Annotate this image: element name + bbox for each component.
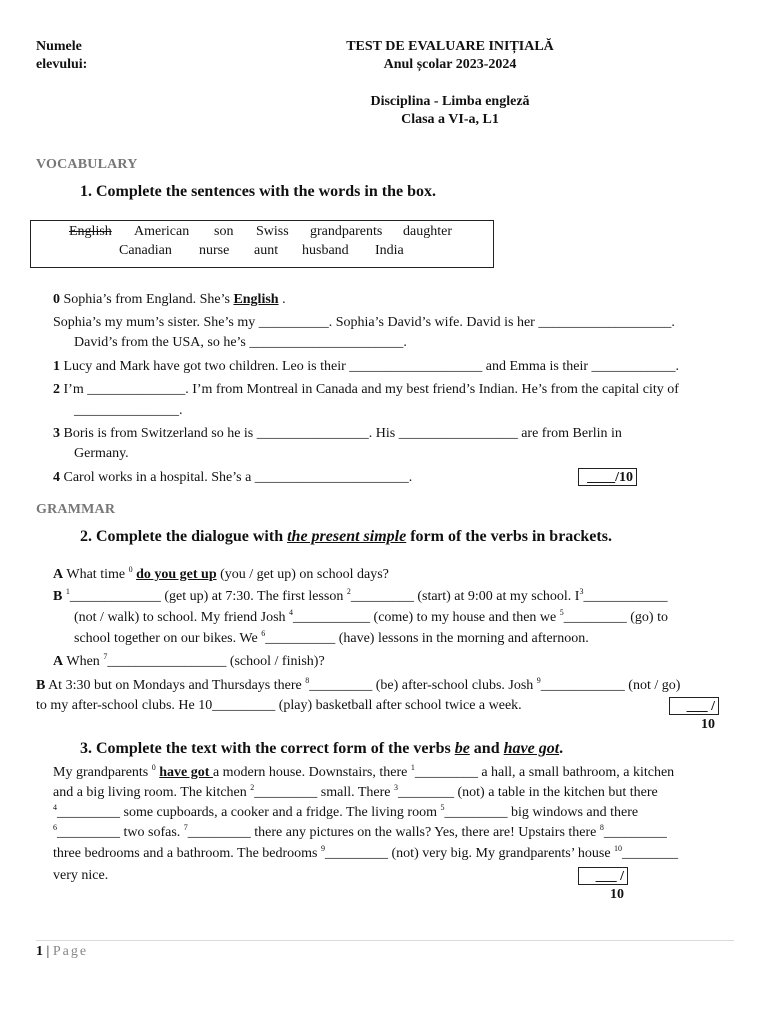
vocab-q1: 1 Lucy and Mark have got two children. Leo is their ___________________ and Emma is their ____________. [53, 359, 680, 374]
page-footer: 1 | Page [36, 944, 89, 959]
dialogue-a0: A What time $^0$ do you get up (you / get up) on school days? [53, 565, 389, 582]
vocab-example: 0 Sophia’s from England. She’s English . [53, 292, 286, 307]
word-husband: husband [302, 243, 349, 258]
vocab-q2-cont: _______________. [74, 403, 183, 418]
dialogue-b1-line2: (not / walk) to school. My friend Josh $^4$___________ (come) to my house and then we $^5$_________ (go) to [74, 608, 668, 625]
word-english-crossed: English [69, 224, 112, 239]
text-line-5: three bedrooms and a bathroom. The bedrooms $^9$_________ (not) very big. My grandparents’ house $^{10}$________ [53, 844, 679, 861]
dialogue-b1-line3: school together on our bikes. We $^6$__________ (have) lessons in the morning and afternoon. [74, 629, 589, 646]
page-label: Page [52, 944, 89, 959]
test-title: TEST DE EVALUARE INIȚIALĂ [346, 39, 554, 54]
subject-block [250, 93, 650, 129]
student-name-label [36, 38, 87, 74]
task-2-instruction: 2. Complete the dialogue with the present simple form of the verbs in brackets. [80, 528, 612, 545]
dialogue-a7: A When $^7$_________________ (school / finish)? [53, 652, 325, 669]
word-canadian: Canadian [119, 243, 172, 258]
section-vocabulary: VOCABULARY [36, 157, 138, 172]
word-daughter: daughter [403, 224, 452, 239]
dialogue-b8: B At 3:30 but on Mondays and Thursdays there $^8$_________ (be) after-school clubs. Josh $^9$____________ (not / go) [36, 676, 681, 693]
footer-divider [36, 940, 734, 941]
subject: Disciplina - Limba engleză [370, 94, 530, 109]
dialogue-b10: to my after-school clubs. He 10_________ (play) basketball after school twice a week. [36, 698, 522, 713]
text-line-4: $^6$_________ two sofas. $^7$_________ there any pictures on the walls? Yes, there are! Upstairs there $^8$_________ [53, 823, 667, 840]
task-1-instruction: 1. Complete the sentences with the words in the box. [80, 183, 436, 200]
word-india: India [375, 243, 404, 258]
word-aunt: aunt [254, 243, 279, 258]
vocab-q3-cont: Germany. [74, 446, 129, 461]
test-title-block [250, 38, 650, 74]
word-american: American [134, 224, 190, 239]
name-label-line2: elevului: [36, 57, 88, 72]
class-level: Clasa a VI-a, L1 [401, 112, 499, 127]
dialogue-b1-line1: B $^1$_____________ (get up) at 7:30. The first lesson $^2$_________ (start) at 9:00 at my school. $I^3\_\_\_\_\_\_\_\_\_\_\_\_$ [53, 587, 668, 604]
vocab-line-sophia: Sophia’s my mum’s sister. She’s my __________. Sophia’s David’s wife. David is her ___________________. [53, 315, 675, 330]
text-score-box: ___ / 10 [578, 867, 628, 885]
school-year: Anul școlar 2023-2024 [383, 57, 517, 72]
section-grammar: GRAMMAR [36, 502, 116, 517]
task-3-instruction: 3. Complete the text with the correct form of the verbs be and have got. [80, 740, 564, 757]
vocab-score-box: ____/10 [578, 468, 637, 486]
name-label-line1: Numele [36, 39, 82, 54]
text-line-1: My grandparents $^0$ have got a modern house. Downstairs, there $^1$_________ a hall, a small bathroom, a kitchen [53, 763, 675, 780]
word-grandparents: grandparents [310, 224, 383, 239]
text-line-6: very nice. [53, 868, 109, 883]
example-answer-3: have got [159, 765, 213, 780]
vocab-q4: 4 Carol works in a hospital. She’s a ______________________. [53, 470, 413, 485]
word-son: son [214, 224, 234, 239]
word-nurse: nurse [199, 243, 230, 258]
vocab-line-david: David’s from the USA, so he’s ______________________. [74, 335, 407, 350]
text-line-3: $^4$_________ some cupboards, a cooker and a fridge. The living room $^5$_________ big windows and there [53, 803, 639, 820]
word-swiss: Swiss [256, 224, 289, 239]
example-answer: English [233, 292, 279, 307]
word-box [30, 220, 494, 268]
page-number: 1 [36, 944, 43, 959]
grammar-score-box: ___ / 10 [669, 697, 719, 715]
example-answer-2: do you get up [136, 567, 217, 582]
text-line-2: and a big living room. The kitchen $^2$_________ small. There $^3$________ (not) a table in the kitchen but there [53, 783, 658, 800]
vocab-q3: 3 Boris is from Switzerland so he is ________________. His _________________ are from Berlin in [53, 426, 622, 441]
vocab-q2: 2 I’m ______________. I’m from Montreal in Canada and my best friend’s Indian. He’s from the capital city of [53, 382, 679, 397]
